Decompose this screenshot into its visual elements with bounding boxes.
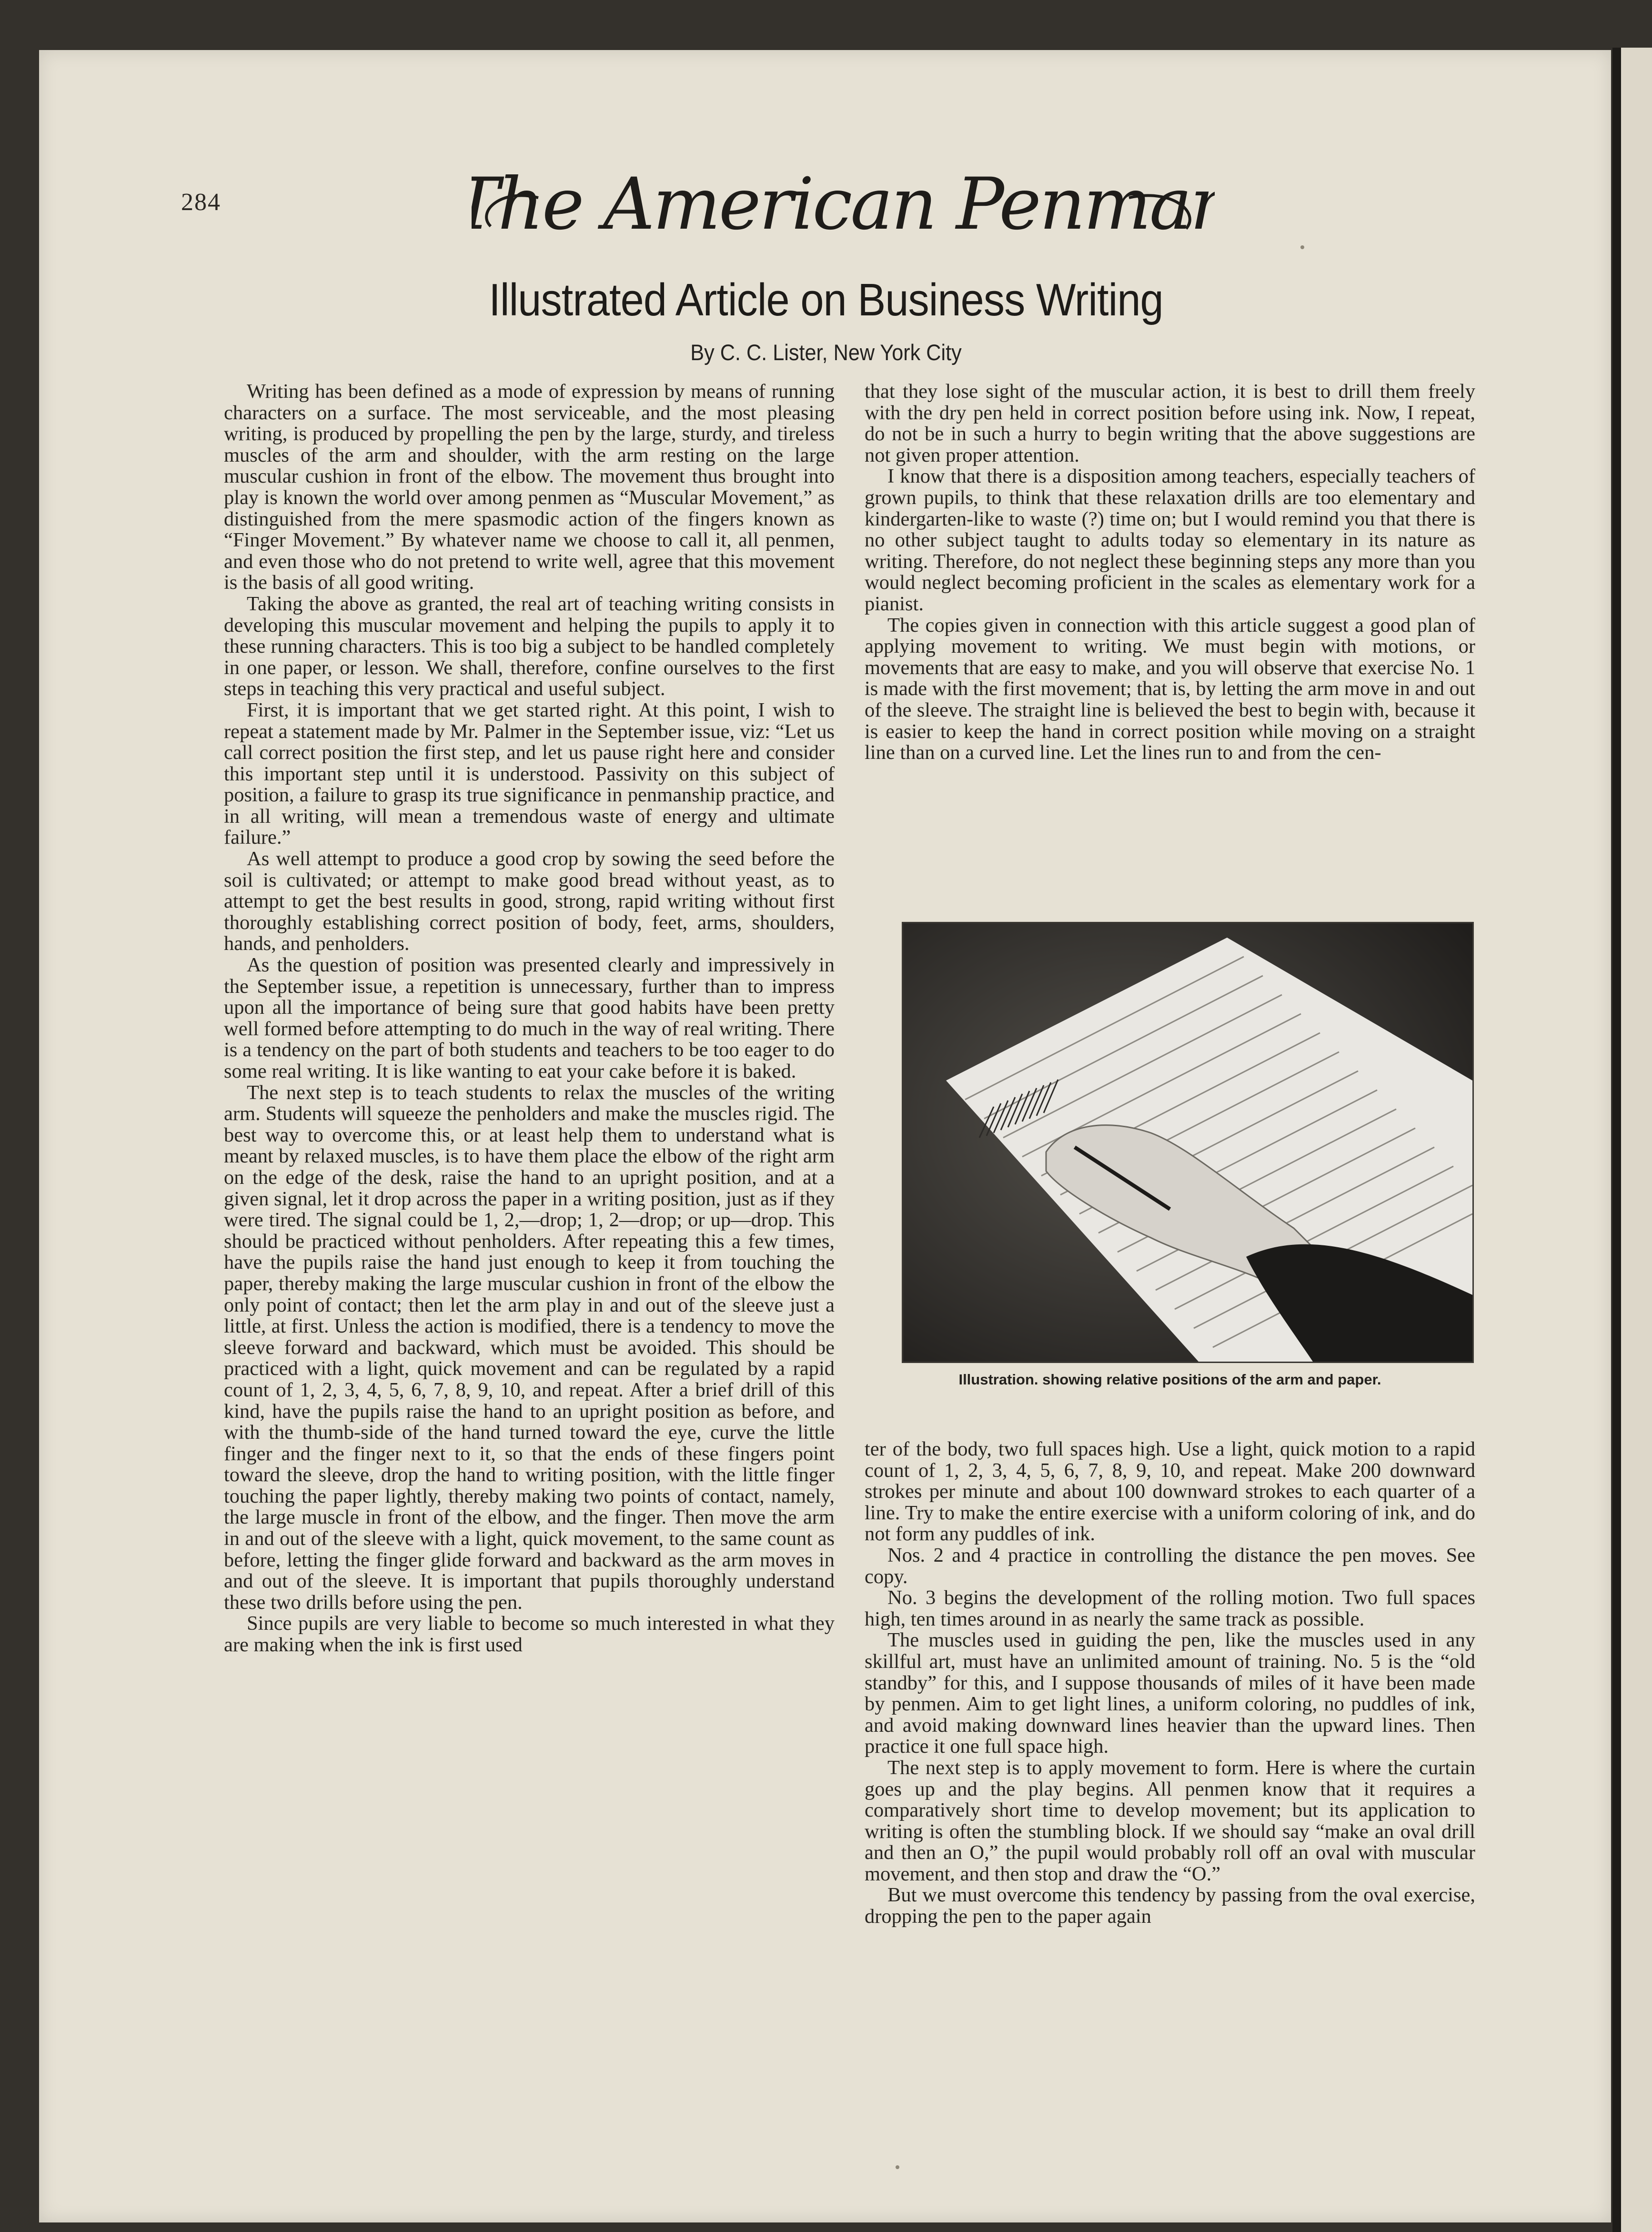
paragraph: Nos. 2 and 4 practice in controlling the distance the pen moves. See copy. bbox=[865, 1544, 1475, 1588]
right-column-bottom bbox=[865, 1439, 1475, 1928]
paragraph: No. 3 begins the development of the rolling motion. Two full spaces high, ten times around in as nearly the same track as possible. bbox=[865, 1586, 1475, 1630]
paragraph: that they lose sight of the muscular action, it is best to drill them freely with the dry pen held in correct position before using ink. Now, I repeat, do not be in such a hurry to begin writing that the above suggestions are not given proper attention. bbox=[865, 380, 1475, 466]
paragraph: Writing has been defined as a mode of expression by means of running characters on a surface. The most serviceable, and the most pleasing writing, is produced by propelling the pen by the large, sturdy, and tireless muscles of the arm and shoulder, with the arm resting on the large muscular cushion in front of the elbow. The movement thus brought into play is known the world over among penmen as “Muscular Movement,” as distinguished from the mere spasmodic action of the fingers known as “Finger Movement.” By whatever name we choose to call it, all penmen, and even those who do not pretend to write well, agree that this movement is the basis of all good writing. bbox=[224, 380, 835, 594]
paragraph: ter of the body, two full spaces high. Use a light, quick motion to a rapid count of 1, 2, 3, 4, 5, 6, 7, 8, 9, 10, and repeat. Make 200 downward strokes per minute and about 100 downward strokes to each quarter of a line. Try to make the entire exercise with a uniform coloring of ink, and do not form any puddles of ink. bbox=[865, 1438, 1475, 1545]
paragraph: As the question of position was presented clearly and impressively in the September issue, a repetition is unnecessary, further than to impress upon all the importance of being sure that good habits have been pretty well formed before attempting to do much in the way of real writing. There is a tendency on the part of both students and teachers to be too eager to do some real writing. It is like wanting to eat your cake before it is baked. bbox=[224, 954, 835, 1082]
paragraph: Taking the above as granted, the real art of teaching writing consists in developing this muscular movement and helping the pupils to apply it to these running characters. This is too big a subject to be handled completely in one paper, or lesson. We shall, therefore, confine ourselves to the first steps in teaching this very practical and useful subject. bbox=[224, 592, 835, 700]
paragraph: The next step is to teach students to relax the muscles of the writing arm. Students will squeeze the penholders and make the muscles rigid. The best way to overcome this, or at least help them to understand what is meant by relaxed muscles, is to have them place the elbow of the right arm on the edge of the desk, raise the hand to an upright position, and at a given signal, let it drop across the paper in a writing position, just as if they were tired. The signal could be 1, 2,—drop; 1, 2—drop; or up—drop. This should be practiced without penholders. After repeating this a few times, have the pupils raise the hand just enough to keep it from touching the paper, thereby making the large muscular cushion in front of the elbow the only point of contact; then let the arm play in and out of the sleeve just a little, at first. Unless the action is modified, there is a tendency to move the sleeve forward and backward, which must be avoided. This should be practiced with a light, quick movement and can be regulated by a rapid count of 1, 2, 3, 4, 5, 6, 7, 8, 9, 10, and repeat. After a brief drill of this kind, have the pupils raise the hand to an upright position as before, and with the thumb-side of the hand turned toward the eye, curve the little finger and the finger next to it, so that the ends of these fingers point toward the sleeve, drop the hand to writing position, with the little finger touching the paper lightly, thereby making two points of contact, namely, the large muscle in front of the elbow, and the finger. Then move the arm in and out of the sleeve with a light, quick movement, to the same count as before, letting the finger glide forward and backward as the arm moves in and out of the sleeve. It is important that pupils thoroughly understand these two drills before using the pen. bbox=[224, 1081, 835, 1614]
speck bbox=[896, 2165, 899, 2169]
photo-arm-and-paper bbox=[902, 922, 1474, 1363]
page-binding-edge bbox=[1612, 48, 1621, 2232]
article-byline: By C. C. Lister, New York City bbox=[690, 340, 962, 365]
paragraph: The muscles used in guiding the pen, like the muscles used in any skillful art, must have an unlimited amount of training. No. 5 is the “old standby” for this, and I suppose thousands of miles of it have been made by penmen. Aim to get light lines, a uniform coloring, no puddles of ink, and avoid making downward lines heavier than the upward lines. Then practice it one full space high. bbox=[865, 1629, 1475, 1758]
paragraph: The copies given in connection with this article suggest a good plan of applying movement to writing. We must begin with motions, or movements that are easy to make, and you will observe that exercise No. 1 is made with the first movement; that is, by letting the arm move in and out of the sleeve. The straight line is believed the best to begin with, because it is easier to keep the hand in correct position while moving on a straight line than on a curved line. Let the lines run to and from the cen- bbox=[865, 614, 1475, 764]
figure-caption: Illustration. showing relative positions of the arm and paper. bbox=[958, 1371, 1381, 1388]
article-title: Illustrated Article on Business Writing bbox=[489, 274, 1163, 325]
paragraph: First, it is important that we get started right. At this point, I wish to repeat a statement made by Mr. Palmer in the September issue, viz: “Let us call correct position the first step, and let us pause right here and consider this important step until it is understood. Passivity on this subject of position, a failure to grasp its true significance in penmanship practice, and in all writing, will mean a tremendous waste of energy and ultimate failure.” bbox=[224, 698, 835, 849]
masthead-logo bbox=[472, 169, 1215, 250]
left-column bbox=[224, 381, 835, 1656]
page-number: 284 bbox=[181, 189, 221, 216]
paragraph: Since pupils are very liable to become so much interested in what they are making when the ink is first used bbox=[224, 1612, 835, 1656]
paragraph: As well attempt to produce a good crop by sowing the seed before the soil is cultivated; or attempt to make good bread without yeast, as to attempt to get the best results in good, strong, rapid writing without first thoroughly establishing correct position of body, feet, arms, shoulders, hands, and penholders. bbox=[224, 848, 835, 955]
right-column-top bbox=[865, 381, 1475, 764]
masthead-text: The American Penman bbox=[472, 169, 1215, 246]
speck bbox=[1300, 245, 1304, 249]
paragraph: But we must overcome this tendency by passing from the oval exercise, dropping the pen to the paper again bbox=[865, 1884, 1475, 1928]
paragraph: The next step is to apply movement to form. Here is where the curtain goes up and the play begins. All penmen know that it requires a comparatively short time to develop movement; but its application to writing is often the stumbling block. If we should say “make an oval drill and then an O,” the pupil would probably roll off an oval with muscular movement, and then stop and draw the “O.” bbox=[865, 1756, 1475, 1885]
paragraph: I know that there is a disposition among teachers, especially teachers of grown pupils, to think that these relaxation drills are too elementary and kindergarten-like to waste (?) time on; but I would remind you that there is no other subject taught to adults today so elementary in its nature as writing. Therefore, do not neglect these beginning steps any more than you would neglect becoming proficient in the scales as elementary work for a pianist. bbox=[865, 465, 1475, 615]
next-page-edge bbox=[1621, 48, 1652, 2232]
